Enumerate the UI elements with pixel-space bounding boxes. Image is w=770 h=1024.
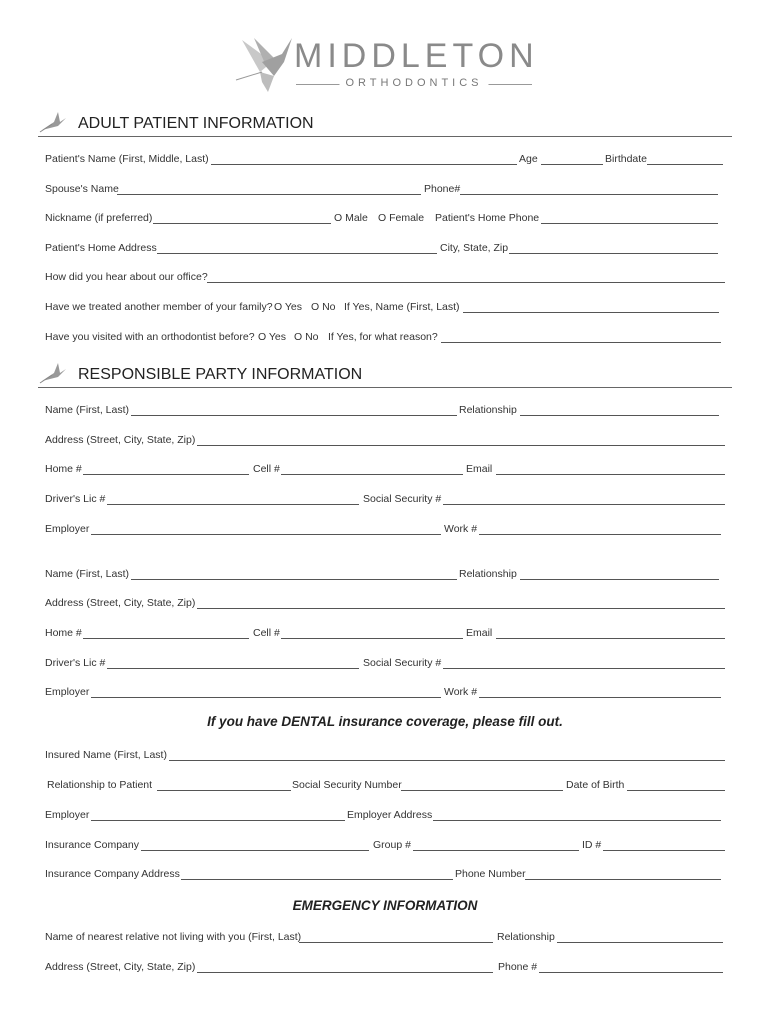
employer-address-field[interactable] [433,820,721,821]
rp2-phones-row [45,626,725,642]
nickname-field[interactable] [153,223,331,224]
rp2-name-field[interactable] [131,579,457,580]
insurance-company-address-label: Insurance Company Address [45,868,180,880]
birthdate-field[interactable] [647,164,723,165]
if-yes-reason-field[interactable] [441,342,721,343]
rp1-name-label: Name (First, Last) [45,404,130,416]
group-field[interactable] [413,850,579,851]
relationship-to-patient-label: Relationship to Patient [47,779,153,791]
logo-subtitle: ORTHODONTICS [339,77,488,89]
city-state-zip-label: City, State, Zip [440,242,509,254]
insured-relationship-row [45,778,725,794]
insured-dob-field[interactable] [627,790,725,791]
emergency-address-row [45,960,725,976]
rp1-address-label: Address (Street, City, State, Zip) [45,434,196,446]
insured-name-field[interactable] [169,760,725,761]
rp1-phones-row [45,462,725,478]
hummingbird-icon [38,110,68,134]
group-label: Group # [373,839,411,851]
insurance-phone-field[interactable] [525,879,721,880]
section-title: RESPONSIBLE PARTY INFORMATION [78,366,363,383]
rp2-name-row [45,567,725,583]
emergency-heading: EMERGENCY INFORMATION [292,898,478,913]
logo-wordmark: MIDDLETON [294,37,539,75]
insurance-address-row [45,867,725,883]
hear-about-field[interactable] [207,282,725,283]
id-label: ID # [582,839,602,851]
rp1-license-row [45,492,725,508]
home-address-label: Patient's Home Address [45,242,157,254]
rp2-cell-label: Cell # [253,627,280,639]
rp2-email-field[interactable] [496,638,725,639]
emergency-phone-field[interactable] [539,972,723,973]
id-field[interactable] [603,850,725,851]
rp1-work-label: Work # [444,523,478,535]
rp1-home-label: Home # [45,463,82,475]
section-title: ADULT PATIENT INFORMATION [78,115,314,132]
patient-name-row [45,152,725,168]
rp2-drivers-lic-label: Driver's Lic # [45,657,106,669]
treated-family-row [45,300,725,316]
rp1-drivers-lic-label: Driver's Lic # [45,493,106,505]
rp1-employer-row [45,522,725,538]
emergency-relationship-label: Relationship [497,931,555,943]
rp2-license-row [45,656,725,672]
hummingbird-logo-icon [232,32,294,96]
rp2-employer-row [45,685,725,701]
rp2-email-label: Email [466,627,493,639]
section-responsible-party [38,365,732,388]
visited-no-radio[interactable]: O No [294,331,319,343]
insured-ssn-label: Social Security Number [292,779,402,791]
nickname-row [45,211,725,227]
hummingbird-icon [38,361,68,385]
insured-name-label: Insured Name (First, Last) [45,749,167,761]
rp2-drivers-lic-field[interactable] [107,668,359,669]
insurance-heading: If you have DENTAL insurance coverage, please fill out. [207,714,563,729]
rp2-ssn-label: Social Security # [363,657,442,669]
if-yes-name-field[interactable] [463,312,719,313]
treated-no-radio[interactable]: O No [311,301,336,313]
phone-label: Phone# [424,183,461,195]
age-label: Age [519,153,538,165]
insured-employer-field[interactable] [91,820,345,821]
spouse-name-field[interactable] [117,194,421,195]
male-radio[interactable]: O Male [334,212,368,224]
emergency-phone-label: Phone # [498,961,538,973]
if-yes-reason-label: If Yes, for what reason? [328,331,438,343]
rp2-relationship-field[interactable] [520,579,719,580]
rp2-relationship-label: Relationship [459,568,517,580]
rp2-name-label: Name (First, Last) [45,568,130,580]
rp1-ssn-label: Social Security # [363,493,442,505]
home-phone-field[interactable] [541,223,718,224]
rp2-work-label: Work # [444,686,478,698]
treated-yes-radio[interactable]: O Yes [274,301,303,313]
insurance-phone-label: Phone Number [455,868,526,880]
insured-dob-label: Date of Birth [566,779,625,791]
emergency-relationship-field[interactable] [557,942,723,943]
insurance-company-field[interactable] [141,850,369,851]
female-radio[interactable]: O Female [378,212,425,224]
visited-yes-radio[interactable]: O Yes [258,331,287,343]
rp1-name-field[interactable] [131,415,457,416]
insurance-company-label: Insurance Company [45,839,139,851]
rp1-address-row [45,433,725,449]
rp2-address-row [45,596,725,612]
rp1-employer-label: Employer [45,523,90,535]
patient-name-field[interactable] [211,164,517,165]
age-field[interactable] [541,164,603,165]
treated-family-label: Have we treated another member of your family? [45,301,273,313]
insurance-company-address-field[interactable] [181,879,453,880]
rp2-cell-field[interactable] [281,638,463,639]
nearest-relative-label: Name of nearest relative not living with you (First, Last) [45,931,302,943]
rp2-employer-label: Employer [45,686,90,698]
rp2-employer-field[interactable] [91,697,441,698]
rp1-name-row [45,403,725,419]
city-state-zip-field[interactable] [509,253,718,254]
rp1-cell-field[interactable] [281,474,463,475]
rp2-work-field[interactable] [479,697,721,698]
rp2-home-field[interactable] [83,638,249,639]
phone-field[interactable] [460,194,718,195]
insured-ssn-field[interactable] [401,790,563,791]
nickname-label: Nickname (if preferred) [45,212,153,224]
spouse-row [45,182,725,198]
practice-logo [232,32,539,96]
rp1-email-field[interactable] [496,474,725,475]
patient-name-label: Patient's Name (First, Middle, Last) [45,153,209,165]
rp2-ssn-field[interactable] [443,668,725,669]
emergency-name-row [45,930,725,946]
employer-address-label: Employer Address [347,809,433,821]
emergency-address-label: Address (Street, City, State, Zip) [45,961,196,973]
if-yes-name-label: If Yes, Name (First, Last) [344,301,460,313]
insured-name-row [45,748,725,764]
insurance-company-row [45,838,725,854]
rp1-work-field[interactable] [479,534,721,535]
insured-employer-label: Employer [45,809,90,821]
rp1-relationship-field[interactable] [520,415,719,416]
rp1-ssn-field[interactable] [443,504,725,505]
rp1-address-field[interactable] [197,445,725,446]
rp1-home-field[interactable] [83,474,249,475]
insured-employer-row [45,808,725,824]
birthdate-label: Birthdate [605,153,648,165]
rp1-relationship-label: Relationship [459,404,517,416]
nearest-relative-field[interactable] [299,942,493,943]
visited-ortho-row [45,330,725,346]
hear-about-row [45,270,725,286]
visited-ortho-label: Have you visited with an orthodontist before? [45,331,255,343]
spouse-name-label: Spouse's Name [45,183,119,195]
home-address-field[interactable] [157,253,437,254]
rp1-email-label: Email [466,463,493,475]
rp2-address-label: Address (Street, City, State, Zip) [45,597,196,609]
rp2-address-field[interactable] [197,608,725,609]
section-adult-patient [38,114,732,137]
rp1-employer-field[interactable] [91,534,441,535]
home-address-row [45,241,725,257]
relationship-to-patient-field[interactable] [157,790,291,791]
rp1-drivers-lic-field[interactable] [107,504,359,505]
hear-about-label: How did you hear about our office? [45,271,208,283]
rp2-home-label: Home # [45,627,82,639]
emergency-address-field[interactable] [197,972,493,973]
rp1-cell-label: Cell # [253,463,280,475]
home-phone-label: Patient's Home Phone [435,212,540,224]
